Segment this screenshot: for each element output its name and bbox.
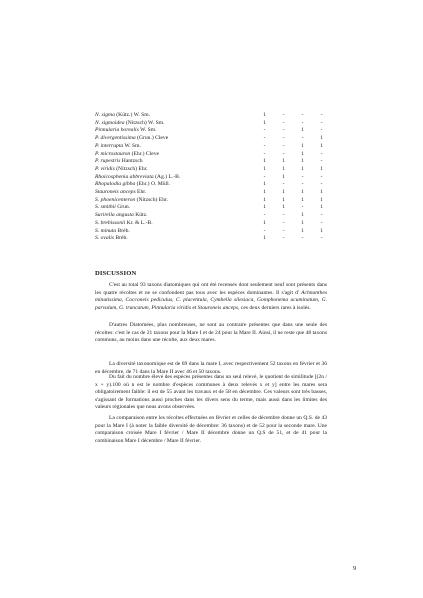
- occurrence-cell: 1: [320, 165, 323, 172]
- occurrence-cell: 1: [282, 204, 285, 211]
- species-name-cell: [95, 212, 255, 220]
- occurrence-cell: -: [282, 135, 285, 142]
- occurrence-cell: 1: [263, 219, 266, 226]
- species-name-cell: [95, 127, 255, 135]
- species-authority: Grun.: [115, 204, 131, 211]
- species-authority: (Nitzsch) Ehr.: [135, 196, 168, 203]
- occurrence-cell: -: [301, 119, 304, 126]
- species-name-cell: [95, 235, 255, 243]
- occurrence-cell: -: [320, 173, 323, 180]
- occurrence-cell: -: [282, 227, 285, 234]
- p1-text-2: et: [191, 304, 198, 311]
- species-authority: Bréb.: [116, 227, 130, 234]
- species-authority: (Ag.) L.-B.: [153, 173, 181, 180]
- species-row: [95, 228, 331, 236]
- species-binomial: S. smithii: [95, 204, 116, 211]
- occurrence-cell: 1: [301, 227, 304, 234]
- species-name-cell: [95, 181, 255, 189]
- species-table-body: [95, 112, 331, 243]
- occurrence-cell: -: [320, 219, 323, 226]
- species-authority: Kütz.: [133, 212, 148, 219]
- occurrence-cell: -: [301, 181, 304, 188]
- occurrence-cell: 1: [301, 150, 304, 157]
- occurrence-cell: 1: [301, 189, 304, 196]
- species-authority: Kr. & L.-B.: [125, 219, 153, 226]
- occurrence-cell: 1: [282, 165, 285, 172]
- species-name-cell: [95, 189, 255, 197]
- occurrence-cell: 1: [301, 196, 304, 203]
- occurrence-cell: -: [320, 158, 323, 165]
- species-occurrence-table: [95, 112, 331, 243]
- p3-text: La diversité taxonomique est de 69 dans la mare I, avec respectivement 52 taxons en février et 36 en décembre, de 71 dans la Mare II avec 46 et 50 taxons.: [95, 361, 327, 375]
- occurrence-cell: -: [282, 212, 285, 219]
- species-binomial: Rhoicosphenia abbreviata: [95, 173, 154, 180]
- p1-species-list: Achnanthes minutissima, Cocconeis pediculus, C. placentula, Cymbella silesiaca, Gomphonema acuminatum, G. parvulum, G. truncatum, Pinnularia viridis: [95, 289, 327, 311]
- occurrence-cell: -: [301, 235, 304, 242]
- species-binomial: Surirella angusta: [95, 212, 134, 219]
- occurrence-cell: -: [320, 181, 323, 188]
- species-binomial: P. rupestris: [95, 158, 121, 165]
- species-row: [95, 112, 331, 120]
- occurrence-cell: 1: [263, 189, 266, 196]
- species-binomial: Rhopalodia gibba: [95, 181, 136, 188]
- occurrence-cell: -: [263, 127, 266, 134]
- species-row: [95, 158, 331, 166]
- occurrence-cell: 1: [320, 142, 323, 149]
- occurrence-cell: -: [320, 212, 323, 219]
- species-name-cell: [95, 220, 255, 228]
- occurrence-cell: -: [282, 219, 285, 226]
- species-authority: (Nitzsch) W. Sm.: [124, 119, 165, 126]
- occurrence-cell: 1: [263, 181, 266, 188]
- occurrence-cell: -: [301, 135, 304, 142]
- species-name-cell: [95, 120, 255, 128]
- species-binomial: P. viridis: [95, 165, 115, 172]
- occurrence-cell: 1: [282, 189, 285, 196]
- species-row: [95, 235, 331, 243]
- occurrence-cell: -: [282, 119, 285, 126]
- species-binomial: Pinnularia borealis: [95, 127, 139, 134]
- p5-text: La comparaison entre les récoltes effectuées en février et celles de décembre donne un Q.S. de 43 pour la Mare I (à noter la faible diversité de décembre: 36 taxons) et de 52 pour la seconde mare. Une comparaison croisée Mare I février / Mare II décembre donne un Q.S de 51, et de 41 pour la combinaison Mare I décembre / Mare II février.: [95, 415, 327, 444]
- occurrence-cell: -: [282, 112, 285, 118]
- species-binomial: N. sigma: [95, 112, 115, 118]
- occurrence-cell: 1: [320, 204, 323, 211]
- discussion-paragraph-5: [95, 415, 327, 445]
- occurrence-cell: 1: [263, 165, 266, 172]
- occurrence-cell: 1: [320, 196, 323, 203]
- occurrence-cell: -: [282, 150, 285, 157]
- discussion-paragraph-4: [95, 374, 327, 412]
- species-row: [95, 220, 331, 228]
- occurrence-cell: 1: [263, 204, 266, 211]
- occurrence-cell: 1: [320, 227, 323, 234]
- occurrence-cell: -: [263, 142, 266, 149]
- occurrence-cell: 1: [263, 235, 266, 242]
- occurrence-cell: 1: [301, 165, 304, 172]
- occurrence-cell: -: [320, 235, 323, 242]
- occurrence-cell: 1: [263, 158, 266, 165]
- occurrence-cell: 1: [282, 196, 285, 203]
- species-authority: (Nitzsch) Ehr.: [114, 165, 148, 172]
- species-row: [95, 127, 331, 135]
- occurrence-cell: -: [301, 173, 304, 180]
- species-binomial: P. microstauron: [95, 150, 131, 157]
- species-name-cell: [95, 143, 255, 151]
- species-authority: Hantzsch: [120, 158, 143, 165]
- species-authority: Ehr.: [135, 189, 147, 196]
- occurrence-cell: 1: [301, 212, 304, 219]
- occurrence-cell: 1: [301, 158, 304, 165]
- species-row: [95, 143, 331, 151]
- species-name-cell: [95, 112, 255, 120]
- discussion-paragraph-1: [95, 282, 327, 312]
- occurrence-cell: 1: [301, 219, 304, 226]
- occurrence-cell: -: [263, 212, 266, 219]
- species-authority: (Grun.) Cleve: [135, 135, 169, 142]
- species-name-cell: [95, 204, 255, 212]
- occurrence-cell: -: [320, 119, 323, 126]
- species-row: [95, 189, 331, 197]
- occurrence-cell: -: [282, 235, 285, 242]
- occurrence-cell: -: [320, 150, 323, 157]
- species-row: [95, 120, 331, 128]
- species-row: [95, 166, 331, 174]
- species-binomial: S. brebissonii: [95, 219, 126, 226]
- occurrence-cell: -: [263, 135, 266, 142]
- occurrence-cell: -: [282, 142, 285, 149]
- species-name-cell: [95, 151, 255, 159]
- species-row: [95, 135, 331, 143]
- species-binomial: N. sigmoidea: [95, 119, 125, 126]
- occurrence-cell: 1: [320, 189, 323, 196]
- species-authority: (Ehr.) Cleve: [130, 150, 159, 157]
- occurrence-cell: -: [301, 204, 304, 211]
- p1-text-3: , ces deux derniers rares à isolés.: [238, 304, 311, 311]
- page-number: 9: [353, 565, 357, 572]
- species-name-cell: [95, 197, 255, 205]
- species-row: [95, 151, 331, 159]
- discussion-paragraph-2: [95, 322, 327, 345]
- p1-species-stauroneis: Stauroneis anceps: [197, 304, 239, 311]
- species-binomial: P. divergentissima: [95, 135, 136, 142]
- occurrence-cell: 1: [301, 127, 304, 134]
- species-authority: W. Sm.: [123, 142, 141, 149]
- species-binomial: S. phoenicenteron: [95, 196, 136, 203]
- occurrence-cell: -: [301, 112, 304, 118]
- species-name-cell: [95, 135, 255, 143]
- occurrence-cell: 1: [301, 142, 304, 149]
- species-authority: (Ehr.) O. Müll.: [135, 181, 171, 188]
- species-row: [95, 212, 331, 220]
- occurrence-cell: -: [263, 150, 266, 157]
- occurrence-cell: -: [320, 127, 323, 134]
- occurrence-cell: -: [320, 112, 323, 118]
- occurrence-cell: -: [282, 127, 285, 134]
- occurrence-cell: 1: [263, 119, 266, 126]
- species-row: [95, 197, 331, 205]
- species-binomial: S. ovalis: [95, 235, 114, 242]
- species-binomial: S. minuta: [95, 227, 117, 234]
- p1-text-1: C'est au total 93 taxons diatomiques qui ont été recensés dont seulement neuf sont présents dans les quatre récoltes et ne se confondent pas tous avec les espèces dominantes. Il s'agit d': [95, 282, 327, 296]
- species-row: [95, 181, 331, 189]
- occurrence-cell: 1: [263, 112, 266, 118]
- occurrence-cell: 1: [282, 173, 285, 180]
- species-row: [95, 204, 331, 212]
- species-binomial: Stauroneis anceps: [95, 189, 136, 196]
- species-authority: W. Sm.: [138, 127, 157, 134]
- occurrence-cell: -: [282, 181, 285, 188]
- discussion-heading: DISCUSSION: [95, 270, 137, 277]
- species-authority: (Kütz.) W. Sm.: [114, 112, 151, 118]
- p4-text: Du fait du nombre élevé des espèces présentes dans un seul relevé, le quotient de similitude [(2n / x + y).100 où n est le nombre d'espèces communes à deux relevés x et y] entre les mares sera obligatoirement faible: il est de 55 avant les travaux et de 58 en décembre. Ces valeurs sont très basses, s'agissant de formations aussi proches dans les divers sens du terme, mais aussi dans les limites des valeurs régionales que nous avons observées.: [95, 374, 327, 411]
- species-name-cell: [95, 228, 255, 236]
- occurrence-cell: 1: [320, 135, 323, 142]
- species-binomial: P. interrupta: [95, 142, 124, 149]
- species-name-cell: [95, 158, 255, 166]
- occurrence-cell: -: [263, 173, 266, 180]
- species-name-cell: [95, 166, 255, 174]
- occurrence-cell: 1: [263, 196, 266, 203]
- occurrence-cell: -: [263, 227, 266, 234]
- p2-text: D'autres Diatomées, plus nombreuses, ne sont au contraire présentes que dans une seule des récoltes: c'est le cas de 21 taxons pour la Mare I et de 24 pour la Mare II. Ainsi, il ne reste que 48 taxons communs, au moins dans une récolte, aux deux mares.: [95, 322, 327, 344]
- species-authority: Bréb.: [113, 235, 128, 242]
- occurrence-cell: 1: [282, 158, 285, 165]
